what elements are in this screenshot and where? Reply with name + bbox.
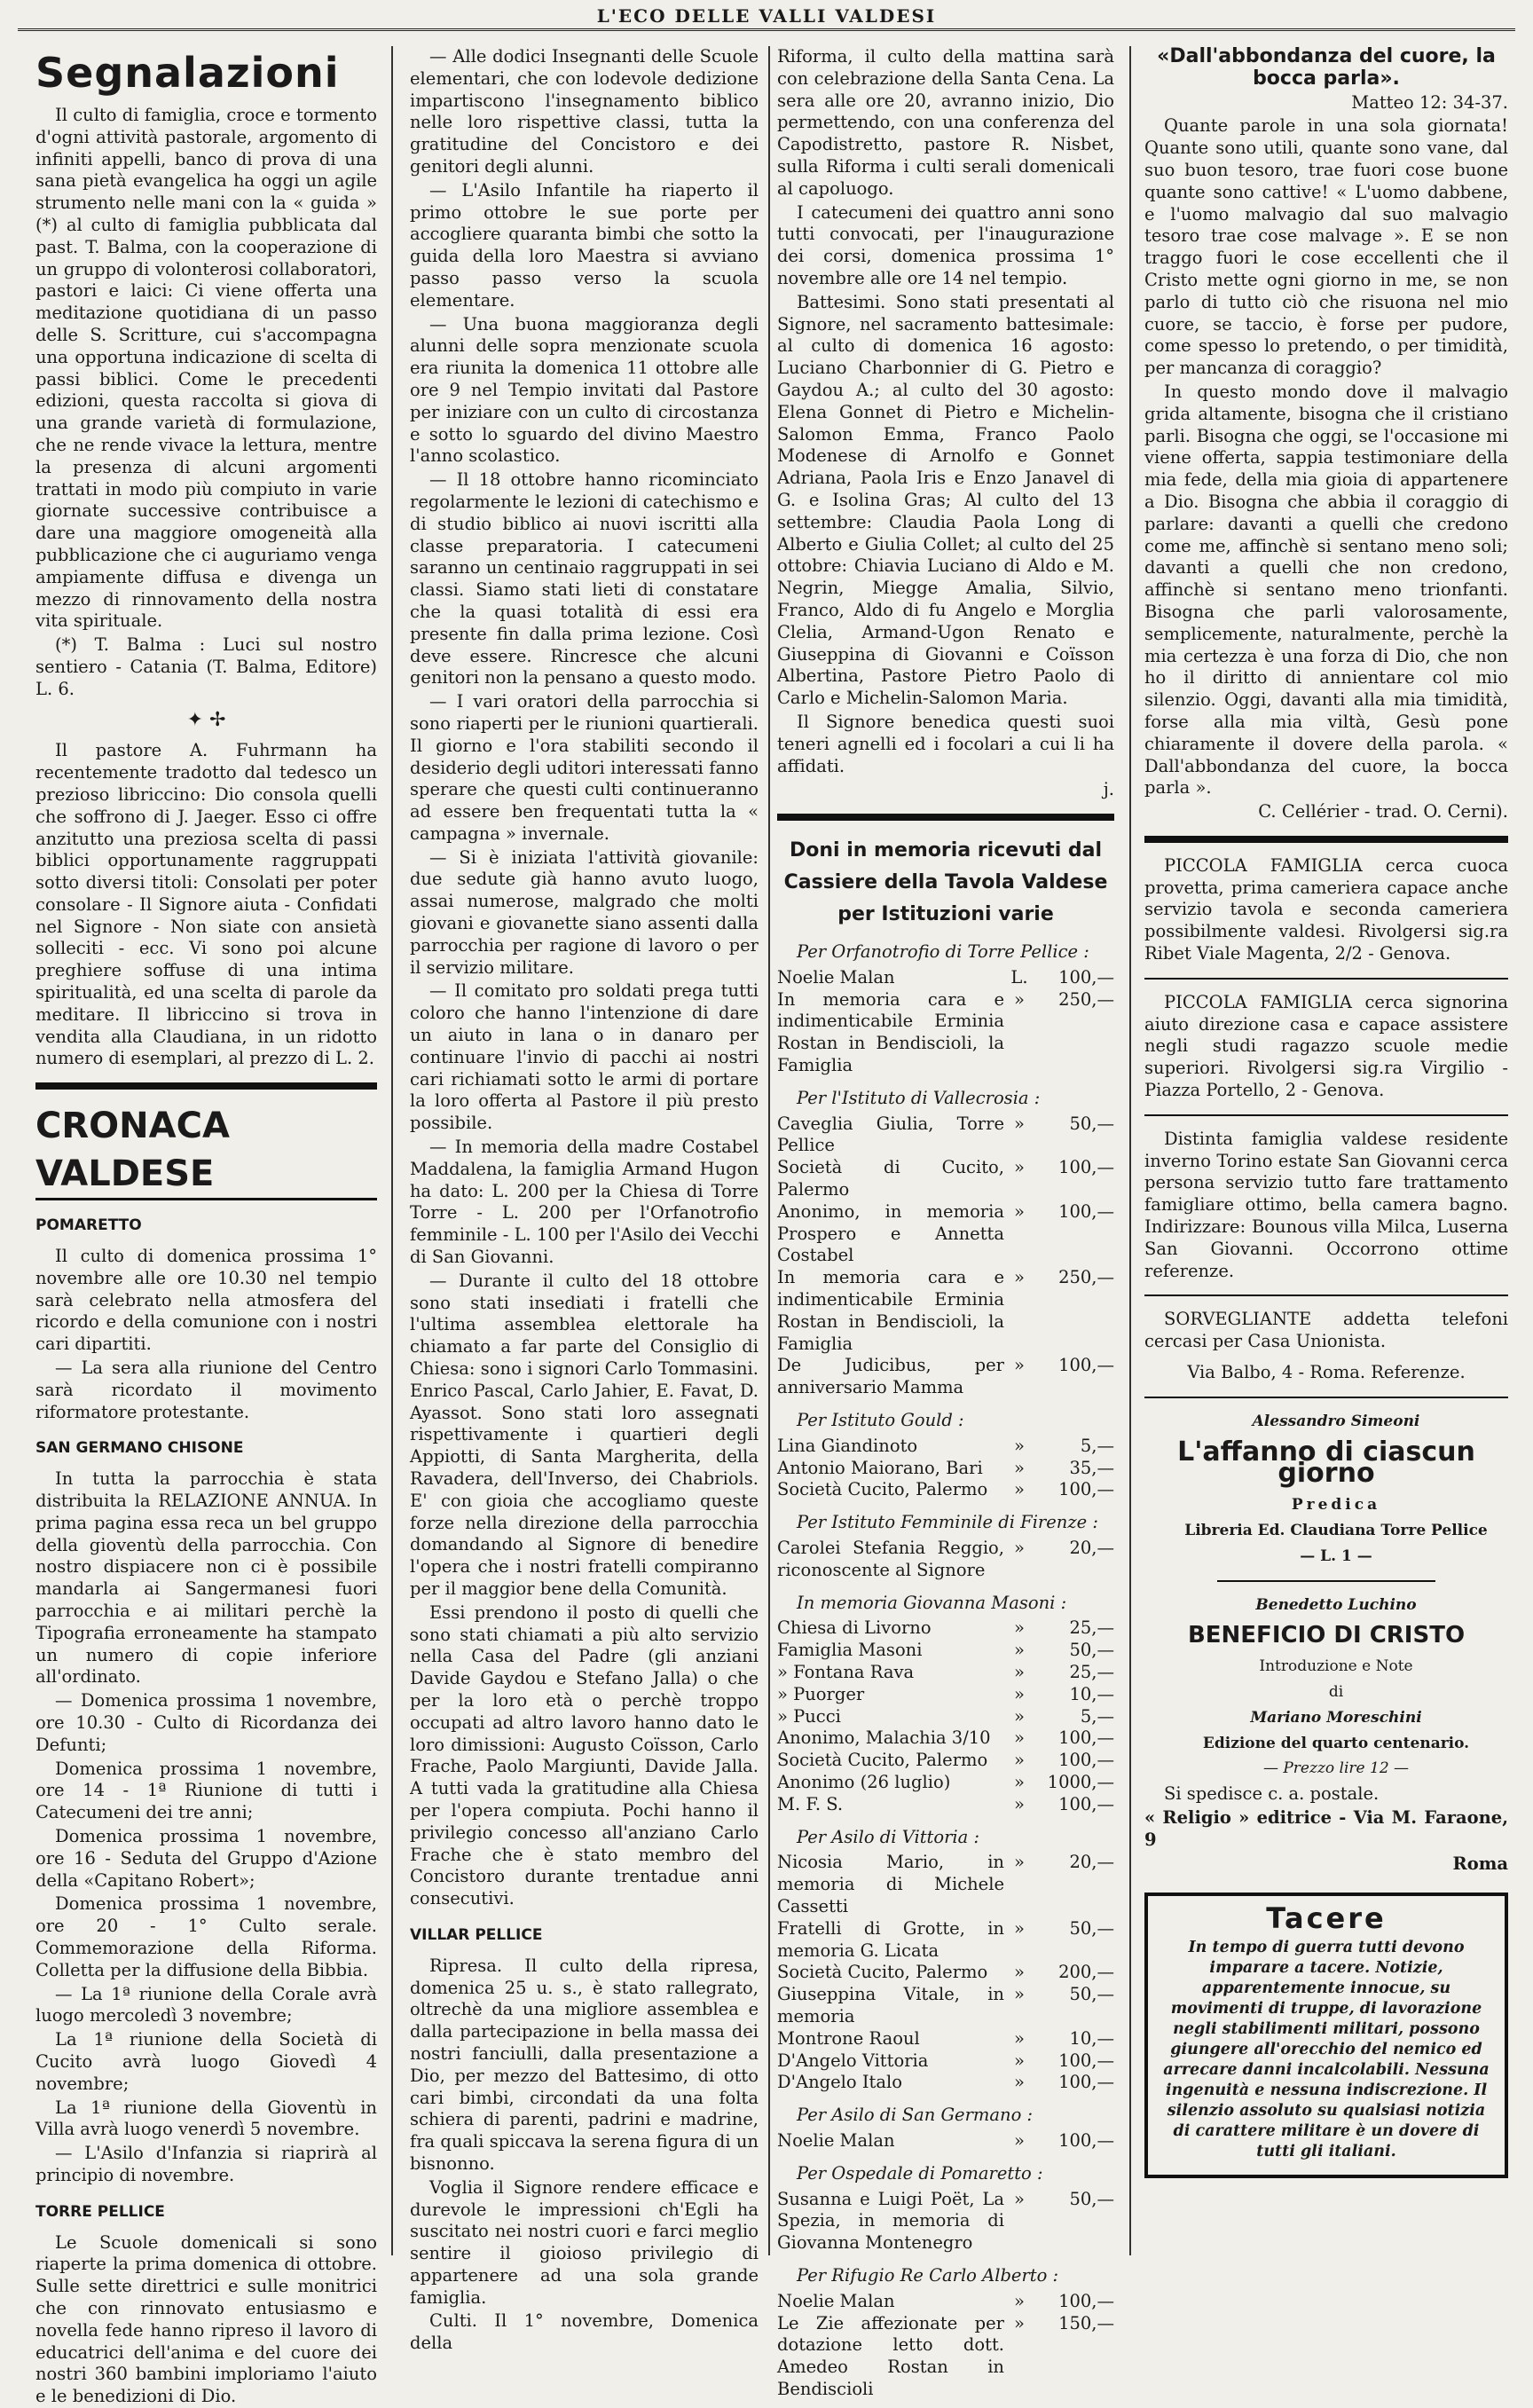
donation-amount: 25,— (1069, 1662, 1114, 1682)
ornament-divider: ✦ ✢ (186, 708, 226, 731)
donation-row (777, 1458, 1114, 1480)
divider (1144, 978, 1508, 980)
donation-amount: 100,— (1058, 2290, 1114, 2311)
donation-row (777, 2028, 1114, 2050)
donor-name: Lina Giandinoto (777, 1435, 918, 1456)
donor-name: In memoria cara e indimenticabile Erminia Rostan in Bendiscioli, la Famiglia (777, 1267, 1004, 1354)
book-price: — Prezzo lire 12 — (1262, 1759, 1410, 1778)
donor-name: Caveglia Giulia, Torre Pellice (777, 1113, 1004, 1156)
book-price: — L. 1 — (1300, 1546, 1372, 1565)
donation-amount: 100,— (1058, 1200, 1114, 1222)
donation-row (777, 1962, 1114, 1984)
donation-amount: 20,— (1069, 1852, 1114, 1873)
quote-signature: C. Cellérier - trad. O. Cerni). (1258, 801, 1508, 822)
quote-reference: Matteo 12: 34-37. (1351, 91, 1508, 113)
article-paragraph: Quante parole in una sola giornata! Quante sono utili, quante sono vane, dal suo buon tesoro, trae fuori cose buone quante sono cattive! « L'uomo dabbene, e l'uomo malvagio dal suo malvagio tesoro trae cose malvage ». E se non traggo fuori le cose eccellenti che il Cristo mette ogni giorno in me, se non parlo di tutto ciò che risuona nel mio cuore, se taccio, è forse per pudore, come spesso lo pretendo, o per timidità, per mancanza di coraggio? (1144, 115, 1508, 379)
classified-ad: Distinta famiglia valdese residente inverno Torino estate San Giovanni cerca persona servizio tutto fare trattamento famigliare ottimo, bella camera bagno. Indirizzare: Bounous villa Milca, Luserna San Giovanni. Occorrono ottime referenze. (1144, 1128, 1508, 1281)
tacere-notice-box (1144, 1893, 1508, 2178)
book-subtitle: Predica (1291, 1496, 1381, 1515)
article-paragraph: — La sera alla riunione del Centro sarà ricordato il movimento riformatore protestante. (35, 1357, 377, 1422)
ditto-mark: » (1014, 1705, 1025, 1727)
article-paragraph: Voglia il Signore rendere efficace e durevole le impressioni ch'Egli ha suscitato nei nostri cuori e farci meglio sentire il gioioso privilegio di appartenere ad una sola grande famiglia. (410, 2176, 759, 2308)
ditto-mark: » (1014, 1771, 1025, 1792)
article-paragraph: In questo mondo dove il malvagio grida altamente, bisogna che il cristiano parli. Bisogna che oggi, se l'occasione mi viene offerta, sappia testimoniare della mia fede, della mia gioia di appartenere a Dio. Bisogna che abbia il coraggio di parlare: davanti a quelli che credono come me, affinchè si sentano meno soli; davanti a quelli che non credono, affinchè si sentano meno trionfanti. Bisogna che parli valorosamente, semplicemente, naturalmente, perchè la mia certezza è una forza di Dio, che non ho il diritto di annientare col mio silenzio. Oggi, davanti alla mia timidità, forse alla mia viltà, Gesù pone chiaramente il dovere della parola. « Dall'abbondanza del cuore, la bocca parla ». (1144, 381, 1508, 799)
donor-name: Noelie Malan (777, 966, 895, 988)
donation-row (777, 1750, 1114, 1772)
donor-name: Carolei Stefania Reggio, riconoscente al Signore (777, 1538, 1004, 1580)
divider (35, 1082, 377, 1090)
donation-amount: 100,— (1058, 2129, 1114, 2151)
donation-row (777, 1684, 1114, 1706)
divider (1144, 836, 1508, 843)
article-paragraph: Il culto di famiglia, croce e tormento d'ogni attività pastorale, argomento di infiniti appelli, banco di prova di una sana pietà evangelica ha oggi un agile strumento nelle mani con la « guida » (*) al culto di famiglia pubblicata dal past. T. Balma, con la cooperazione di un gruppo di volonterosi collaboratori, pastori e laici: Ci viene offerta una meditazione quotidiana di un passo delle S. Scritture, cui s'accompagna una opportuna indicazione di scelta di passi biblici. Come le precedenti edizioni, questa raccolta si giova di una grande varietà di formulazione, che ne rende vivace la lettura, mentre la presenza di alcuni argomenti trattati in modo più compiuto in varie giornate successive contribuisce a dare una maggiore omogeneità alla pubblicazione che ci auguriamo venga ampiamente diffusa e divenga un mezzo di rinnovamento della nostra vita spirituale. (35, 105, 377, 632)
donation-amount: 50,— (1069, 1917, 1114, 1939)
quote-title: «Dall'abbondanza del cuore, la bocca parla». (1157, 45, 1496, 90)
donation-amount: 100,— (1058, 2072, 1114, 2093)
column-rule (391, 46, 393, 2255)
ditto-mark: » (1014, 1727, 1025, 1749)
ditto-mark: » (1014, 1200, 1025, 1222)
donation-amount: 50,— (1069, 1984, 1114, 2005)
book-edition: Edizione del quarto centenario. (1202, 1734, 1470, 1752)
ditto-mark: » (1014, 2188, 1025, 2209)
article-paragraph: — Domenica prossima 1 novembre, ore 10.30 - Culto di Ricordanza dei Defunti; (35, 1690, 377, 1755)
column-2 (410, 46, 759, 2354)
donation-row (777, 1157, 1114, 1201)
article-paragraph: Il culto di domenica prossima 1° novembre alle ore 10.30 nel tempio sarà celebrato nella atmosfera del ricordo e della comunione con i nostri cari dipartiti. (35, 1246, 377, 1355)
book-title: L'affanno di ciascun giorno (1177, 1436, 1475, 1490)
article-paragraph: — I vari oratori della parrocchia si sono riaperti per le riunioni quartierali. Il giorno e l'ora stabiliti secondo il desiderio degli uditori interessati fanno sperare che questi culti continueranno ad essere ben frequentati tutta la « campagna » invernale. (410, 691, 759, 844)
donation-row (777, 1640, 1114, 1662)
donation-amount: 10,— (1069, 1683, 1114, 1704)
donation-category: Per Istituto Gould : (797, 1410, 964, 1431)
donation-amount: 10,— (1069, 2027, 1114, 2049)
donor-name: Anonimo, Malachia 3/10 (777, 1727, 991, 1749)
donation-amount: 25,— (1069, 1617, 1114, 1639)
section-heading: SAN GERMANO CHISONE (35, 1439, 244, 1458)
donation-amount: 5,— (1080, 1705, 1114, 1727)
book-di: di (1328, 1683, 1344, 1701)
signature: j. (1103, 779, 1114, 800)
book-publisher: « Religio » editrice - Via M. Faraone, 9 (1144, 1806, 1508, 1850)
donation-category: Per Ospedale di Pomaretto : (797, 2162, 1043, 2184)
article-paragraph: — In memoria della madre Costabel Maddalena, la famiglia Armand Hugon ha dato: L. 200 per la Chiesa di Torre Torre - L. 200 per l'Orfanotrofio femminile - L. 100 per l'Asilo dei Vecchi di San Giovanni. (410, 1137, 759, 1268)
ditto-mark: » (1014, 1157, 1025, 1178)
article-paragraph: — Una buona maggioranza degli alunni delle sopra menzionate scuola era riunita la domenica 11 ottobre alle ore 9 nel Tempio invitati dal Pastore per iniziare con un culto di circostanza e sotto lo sguardo del divino Maestro l'anno scolastico. (410, 313, 759, 467)
donor-name: Noelie Malan (777, 2129, 895, 2151)
book-city: Roma (1452, 1853, 1508, 1874)
donor-name: Fratelli di Grotte, in memoria G. Licata (777, 1917, 1004, 1961)
tacere-title: Tacere (1266, 1901, 1387, 1936)
donor-name: Montrone Raoul (777, 2027, 920, 2049)
masthead: L'ECO DELLE VALLI VALDESI (18, 4, 1515, 31)
section-heading: POMARETTO (35, 1216, 142, 1235)
donation-row (777, 2130, 1114, 2152)
donation-amount: 250,— (1058, 1267, 1114, 1288)
book-author: Benedetto Luchino (1255, 1595, 1417, 1614)
ditto-mark: » (1014, 1457, 1025, 1478)
donation-amount: 1000,— (1047, 1771, 1114, 1792)
donor-name: Nicosia Mario, in memoria di Michele Cassetti (777, 1852, 1004, 1916)
ditto-mark: » (1014, 2312, 1025, 2333)
article-paragraph: Domenica prossima 1 novembre, ore 16 - Seduta del Gruppo d'Azione della «Capitano Robert»; (35, 1825, 377, 1891)
donation-category: Per Asilo di Vittoria : (797, 1826, 980, 1847)
article-paragraph: Ripresa. Il culto della ripresa, domenica 25 u. s., è stato rallegrato, oltrechè da una migliore assemblea e dalla partecipazione in bella massa dei nostri fanciulli, dalla presentazione a Dio, per mezzo del Battesimo, di otto cari bimbi, circondati da una folta schiera di parenti, padrini e madrine, fra quali spiccava la serena figura di un bisnonno. (410, 1955, 759, 2174)
donor-name: » Pucci (777, 1705, 841, 1727)
donation-row (777, 1538, 1114, 1582)
section-heading: VILLAR PELLICE (410, 1925, 543, 1944)
divider (1144, 1294, 1508, 1296)
donation-amount: 250,— (1058, 988, 1114, 1010)
donor-name: Susanna e Luigi Poët, La Spezia, in memoria di Giovanna Montenegro (777, 2188, 1004, 2254)
donation-row (777, 2072, 1114, 2094)
ditto-mark: » (1014, 1267, 1025, 1288)
donation-row (777, 1772, 1114, 1794)
book-intro: Introduzione e Note (1259, 1657, 1413, 1676)
donation-row (777, 1706, 1114, 1728)
article-paragraph: Domenica prossima 1 novembre, ore 14 - 1ª Riunione di tutti i Catecumeni dei tre anni; (35, 1758, 377, 1823)
ditto-mark: » (1014, 1355, 1025, 1376)
donation-amount: 35,— (1069, 1457, 1114, 1478)
book-publisher: Libreria Ed. Claudiana Torre Pellice (1184, 1522, 1488, 1540)
donation-category: Per l'Istituto di Vallecrosia : (797, 1087, 1041, 1108)
tacere-text: In tempo di guerra tutti devono imparare a tacere. Notizie, apparentemente innocue, su movimenti di truppe, di lavorazione negli stabilimenti militari, possono giungere all'orecchio del nemico ed arrecare danni incalcolabili. Nessuna ingenuità e nessuna indiscrezione. Il silenzio assoluto su qualsiasi notizia di carattere militare è un dovere di tutti gli italiani. (1163, 1939, 1490, 2161)
article-paragraph: — La 1ª riunione della Corale avrà luogo mercoledì 3 novembre; (35, 1983, 377, 2026)
classified-ad: PICCOLA FAMIGLIA cerca signorina aiuto direzione casa e capace assistere negli studi ragazzo scuole medie superiori. Rivolgersi sig.ra Virgilio - Piazza Portello, 2 - Genova. (1144, 991, 1508, 1101)
ditto-mark: » (1014, 1479, 1025, 1500)
ditto-mark: » (1014, 2072, 1025, 2093)
donor-name: Società Cucito, Palermo (777, 1962, 988, 1983)
article-paragraph: — Il 18 ottobre hanno ricominciato regolarmente le lezioni di catechismo e di studio biblico ai nuovi iscritti alla classe preparatoria. I catecumeni saranno un centinaio raggruppati in sei classi. Siamo stati lieti di constatare che la quasi totalità di essi era presente fin dalla prima lezione. Così deve essere. Rincresce che alcuni genitori non la pensano a questo modo. (410, 469, 759, 689)
article-paragraph: Essi prendono il posto di quelli che sono stati chiamati a più alto servizio nella Casa del Padre (gli anziani Davide Gaydou e Stefano Jalla) o che per la loro età o perchè troppo occupati ad altro lavoro hanno dato le loro dimissioni: Augusto Coïsson, Carlo Frache, Paolo Margiunti, Davide Jalla. A tutti vada la gratitudine alla Chiesa per l'opera compiuta. Pochi hanno il privilegio concesso all'anziano Carlo Frache che è stato membro del Concistoro durante trentadue anni consecutivi. (410, 1601, 759, 1909)
donations-list (777, 941, 1114, 2401)
article-paragraph: Battesimi. Sono stati presentati al Signore, nel sacramento battesimale: al culto di domenica 16 agosto: Luciano Charbonnier di G. Pietro e Gaydou A.; al culto del 30 agosto: Elena Gonnet di Pietro e Michelin-Salomon Emma, Franco Paolo Modenese di Arnolfo e Gonnet Adriana, Paola Iris e Enzo Janavel di G. e Isolina Gras; Al culto del 13 settembre: Claudia Paola Long di Alberto e Giulia Collet; al culto del 25 ottobre: Chiavia Luciano di Aldo e M. Negrin, Miegge Amalia, Silvio, Franco, Aldo di fu Angelo e Morglia Clelia, Armand-Ugon Renato e Giuseppina di Giovanni e Coïsson Albertina, Pastore Pietro Paolo di Carlo e Michelin-Salomon Maria. (777, 291, 1114, 709)
article-paragraph: — Il comitato pro soldati prega tutti coloro che hanno l'intenzione di dare un aiuto in lana o in danaro per continuare l'invio di pacchi ai nostri cari richiamati sotto le armi di portare la loro offerta al Pastore il più presto possibile. (410, 980, 759, 1134)
donation-amount: 100,— (1058, 1157, 1114, 1178)
donor-name: Società Cucito, Palermo (777, 1750, 988, 1771)
book-author: Alessandro Simeoni (1252, 1412, 1420, 1430)
ditto-mark: » (1014, 1750, 1025, 1771)
article-paragraph: La 1ª riunione della Società di Cucito avrà luogo Giovedì 4 novembre; (35, 2029, 377, 2094)
ditto-mark: » (1014, 2290, 1025, 2311)
article-paragraph: La 1ª riunione della Gioventù in Villa avrà luogo venerdì 5 novembre. (35, 2097, 377, 2140)
donor-name: De Judicibus, per anniversario Mamma (777, 1355, 1004, 1398)
donor-name: Anonimo (26 luglio) (777, 1771, 951, 1792)
column-4 (1144, 46, 1508, 2251)
donation-row (777, 1984, 1114, 2028)
ditto-mark: » (1014, 1852, 1025, 1873)
donation-row (777, 2050, 1114, 2073)
donor-name: Anonimo, in memoria Prospero e Annetta Costabel (777, 1200, 1004, 1266)
article-paragraph: — L'Asilo d'Infanzia si riaprirà al principio di novembre. (35, 2143, 377, 2185)
donation-category: Per Rifugio Re Carlo Alberto : (797, 2264, 1059, 2286)
donation-row (777, 1114, 1114, 1158)
donation-amount: 150,— (1058, 2312, 1114, 2333)
donor-name: D'Angelo Vittoria (777, 2050, 929, 2071)
column-3 (777, 46, 1114, 2399)
article-paragraph: Riforma, il culto della mattina sarà con celebrazione della Santa Cena. La sera alle ore 20, avranno inizio, Dio permettendo, con una conferenza del Capodistretto, pastore R. Nisbet, sulla Riforma i culti serali domenicali al capoluogo. (777, 46, 1114, 199)
ditto-mark: » (1014, 2027, 1025, 2049)
ditto-mark: » (1014, 1640, 1025, 1661)
cronaca-title: CRONACA VALDESE (35, 1102, 377, 1200)
column-rule (1129, 46, 1131, 2255)
donation-row (777, 1479, 1114, 1501)
donation-amount: 50,— (1069, 1113, 1114, 1134)
classified-ad-address: Via Balbo, 4 - Roma. Referenze. (1187, 1362, 1466, 1383)
ditto-mark: » (1014, 1683, 1025, 1704)
footnote: (*) T. Balma : Luci sul nostro sentiero - Catania (T. Balma, Editore) L. 6. (35, 634, 377, 699)
donations-title: Doni in memoria ricevuti dal Cassiere della Tavola Valdese per Istituzioni varie (783, 839, 1108, 926)
donor-name: Le Zie affezionate per dotazione letto dott. Amedeo Rostan in Bendiscioli (777, 2312, 1004, 2399)
donation-category: Per Istituto Femminile di Firenze : (797, 1512, 1098, 1533)
classified-ad: SORVEGLIANTE addetta telefoni cercasi per Casa Unionista. (1144, 1309, 1508, 1352)
divider (1217, 1580, 1435, 1582)
donation-row (777, 1727, 1114, 1750)
ditto-mark: » (1014, 2129, 1025, 2151)
donation-row (777, 1852, 1114, 1917)
donor-name: » Fontana Rava (777, 1662, 915, 1682)
article-paragraph: Il Signore benedica questi suoi teneri agnelli ed i focolari a cui li ha affidati. (777, 711, 1114, 776)
donation-amount: 100,— (1058, 966, 1114, 988)
donation-category: Per Asilo di San Germano : (797, 2105, 1034, 2126)
donation-amount: 50,— (1069, 2188, 1114, 2209)
book-shipping: Si spedisce c. a. postale. (1164, 1783, 1380, 1805)
donor-name: D'Angelo Italo (777, 2072, 902, 2093)
ditto-mark: » (1014, 1662, 1025, 1682)
column-rule (768, 46, 770, 2255)
donor-name: Società di Cucito, Palermo (777, 1157, 1004, 1200)
donation-row (777, 2189, 1114, 2255)
donation-amount: 5,— (1080, 1435, 1114, 1456)
donation-amount: 100,— (1058, 1793, 1114, 1814)
ditto-mark: » (1014, 1617, 1025, 1639)
donation-row (777, 967, 1114, 989)
column-1 (35, 46, 377, 2407)
donor-name: M. F. S. (777, 1793, 844, 1814)
ditto-mark: L. (1010, 966, 1028, 988)
ditto-mark: » (1014, 988, 1025, 1010)
donor-name: In memoria cara e indimenticabile Erminia Rostan in Bendiscioli, la Famiglia (777, 988, 1004, 1076)
ditto-mark: » (1014, 1538, 1025, 1559)
ditto-mark: » (1014, 1984, 1025, 2005)
article-paragraph: Domenica prossima 1 novembre, ore 20 - 1° Culto serale. Commemorazione della Riforma. Colletta per la diffusione della Bibbia. (35, 1893, 377, 1980)
donor-name: Giuseppina Vitale, in memoria (777, 1984, 1004, 2026)
donation-row (777, 1794, 1114, 1816)
donation-row (777, 1267, 1114, 1355)
divider (777, 814, 1114, 821)
donation-row (777, 1617, 1114, 1640)
article-paragraph: — Durante il culto del 18 ottobre sono stati insediati i fratelli che l'ultima assemblea elettorale ha chiamato a far parte del Consiglio di Chiesa: sono i signori Carlo Tommasini. Enrico Pascal, Carlo Jahier, E. Favat, D. Ayassot. Sono stati loro assegnati rispettivamente i quartieri degli Appiotti, di Santa Margherita, della Ravadera, dell'Inverso, dei Chabriols. E' con gioia che accogliamo queste forze nella direzione della parrocchia domandando al Signore di benedire l'opera che i nostri fratelli compiranno per il maggior bene della Comunità. (410, 1270, 759, 1599)
article-paragraph: — Alle dodici Insegnanti delle Scuole elementari, che con lodevole dedizione impartiscono l'insegnamento biblico nelle loro rispettive classi, tutta la gratitudine del Concistoro e dei genitori degli alunni. (410, 46, 759, 177)
article-paragraph: Culti. Il 1° novembre, Domenica della (410, 2310, 759, 2354)
donor-name: Noelie Malan (777, 2290, 895, 2311)
donation-category: In memoria Giovanna Masoni : (797, 1592, 1067, 1613)
donation-amount: 100,— (1058, 1727, 1114, 1749)
ditto-mark: » (1014, 1435, 1025, 1456)
donor-name: » Puorger (777, 1683, 865, 1704)
donor-name: Antonio Maiorano, Bari (777, 1457, 983, 1478)
ditto-mark: » (1014, 1113, 1025, 1134)
article-paragraph: In tutta la parrocchia è stata distribuita la RELAZIONE ANNUA. In prima pagina essa reca un bel gruppo della gioventù della parrocchia. Con nostro dispiacere non ci è possibile mandarla ai Sangermanesi fuori parrocchia e ai militari perchè la Tipografia erroneamente ha stampato un numero di copie inferiore all'ordinato. (35, 1468, 377, 1688)
donation-row (777, 1662, 1114, 1684)
donation-amount: 50,— (1069, 1640, 1114, 1661)
donation-row (777, 1201, 1114, 1267)
article-paragraph: Le Scuole domenicali si sono riaperte la prima domenica di ottobre. Sulle sette direttrici e sulle monitrici che con rinnovato entusiasmo e novella fede hanno ripreso il lavoro di educatrici dell'anima e del cuore dei nostri 360 bambini imploriamo l'aiuto e le benedizioni di Dio. (35, 2231, 377, 2407)
segnalazioni-title: Segnalazioni (35, 49, 340, 97)
article-paragraph: — Si è iniziata l'attività giovanile: due sedute già hanno avuto luogo, assai numerose, malgrado che molti giovani e giovanette siano assenti dalla parrocchia per ragione di lavoro o per il servizio militare. (410, 846, 759, 978)
donation-row (777, 1436, 1114, 1458)
donation-amount: 20,— (1069, 1538, 1114, 1559)
donation-amount: 100,— (1058, 1750, 1114, 1771)
donation-amount: 100,— (1058, 2050, 1114, 2071)
donation-amount: 100,— (1058, 1479, 1114, 1500)
donation-row (777, 2313, 1114, 2401)
article-paragraph: I catecumeni dei quattro anni sono tutti convocati, per l'inaugurazione dei corsi, domenica prossima 1° novembre alle ore 14 nel tempio. (777, 201, 1114, 288)
ditto-mark: » (1014, 1962, 1025, 1983)
donor-name: Famiglia Masoni (777, 1640, 923, 1661)
divider (1144, 1114, 1508, 1116)
book-editor: Mariano Moreschini (1250, 1708, 1422, 1727)
donation-row (777, 989, 1114, 1077)
donor-name: Chiesa di Livorno (777, 1617, 932, 1639)
ditto-mark: » (1014, 2050, 1025, 2071)
article-paragraph: — L'Asilo Infantile ha riaperto il primo ottobre le sue porte per accogliere quaranta bimbi che sotto la guida della loro Maestra si avviano passo passo verso la scuola elementare. (410, 179, 759, 311)
section-heading: TORRE PELLICE (35, 2202, 165, 2221)
donor-name: Società Cucito, Palermo (777, 1479, 988, 1500)
ditto-mark: » (1014, 1917, 1025, 1939)
classified-ad: PICCOLA FAMIGLIA cerca cuoca provetta, prima cameriera capace anche servizio tavola e seconda cameriera possibilmente valdesi. Rivolgersi sig.ra Ribet Viale Magenta, 2/2 - Genova. (1144, 854, 1508, 964)
donation-amount: 200,— (1058, 1962, 1114, 1983)
donation-amount: 100,— (1058, 1355, 1114, 1376)
ditto-mark: » (1014, 1793, 1025, 1814)
article-paragraph: Il pastore A. Fuhrmann ha recentemente tradotto dal tedesco un prezioso libriccino: Dio consola quelli che soffrono di J. Jaeger. Esso ci offre anzitutto una preziosa scelta di passi biblici opportunamente raggruppati sotto diversi titoli: Consolati per poter consolare - Il Signore aiuta - Confidati nel Signore - Non siate con ansietà solleciti - ecc. Vi sono poi alcune preghiere soffuse di una intima spiritualità, ed una scelta di parole da meditare. Il libriccino si trova in vendita alla Claudiana, in un ridotto numero di esemplari, al prezzo di L. 2. (35, 740, 377, 1069)
donation-category: Per Orfanotrofio di Torre Pellice : (797, 941, 1089, 963)
donation-row (777, 2291, 1114, 2313)
book-title: BENEFICIO DI CRISTO (1187, 1622, 1466, 1649)
divider (1144, 1397, 1508, 1398)
donation-row (777, 1918, 1114, 1963)
donation-row (777, 1355, 1114, 1399)
